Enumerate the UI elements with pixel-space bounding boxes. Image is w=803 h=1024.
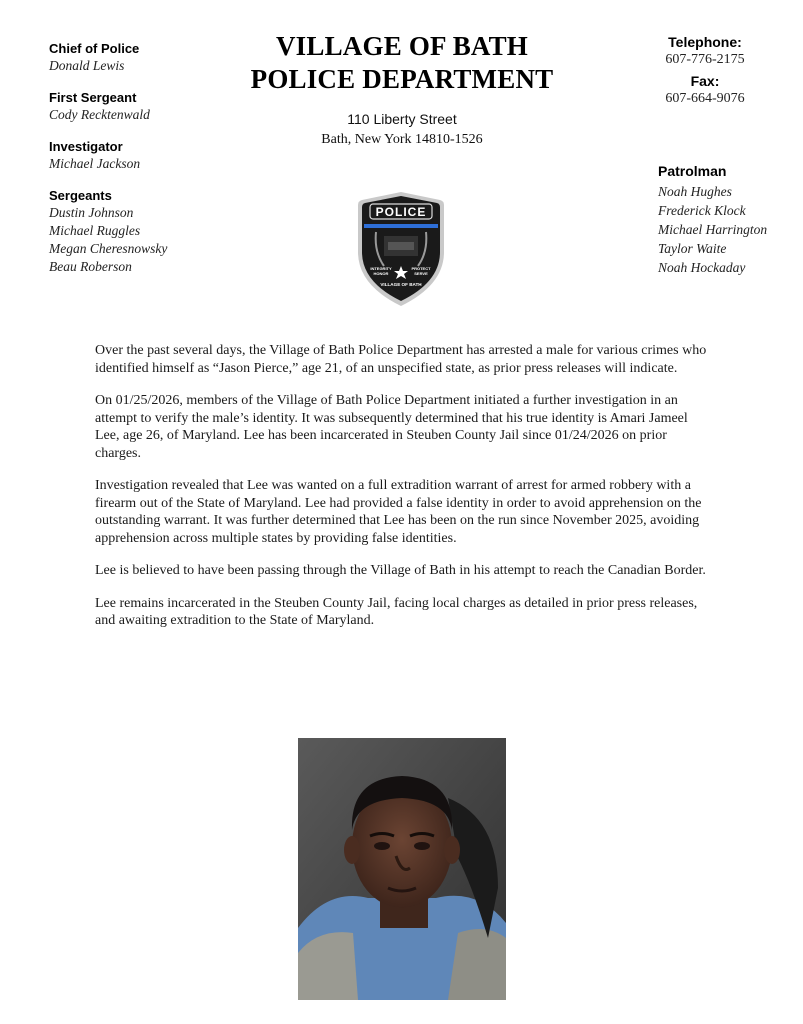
department-title-line-1: VILLAGE OF BATH (275, 31, 529, 61)
city-address: Bath, New York 14810-1526 (321, 132, 483, 147)
badge-bottom-text: VILLAGE OF BATH (380, 282, 422, 287)
street-address: 110 Liberty Street (347, 111, 457, 127)
patrol-name: Taylor Waite (658, 241, 727, 256)
police-badge-icon (354, 190, 448, 308)
patrol-list (658, 162, 798, 277)
mugshot-photo (298, 738, 506, 1000)
patrol-name: Noah Hughes (658, 184, 732, 199)
staff-name: Beau Roberson (49, 259, 132, 274)
patrol-name: Noah Hockaday (658, 260, 746, 275)
patrol-name: Michael Harrington (658, 222, 768, 237)
badge-left-motto-2: HONOR (373, 271, 389, 276)
patrol-name: Frederick Klock (658, 203, 746, 218)
staff-name: Donald Lewis (49, 58, 125, 73)
police-badge-logo (354, 190, 448, 308)
staff-group-investigator (49, 138, 239, 173)
staff-group-chief (49, 40, 239, 75)
staff-name: Michael Jackson (49, 156, 141, 171)
body-paragraph: Investigation revealed that Lee was wanted on a full extradition warrant of arrest for armed robbery with a firearm out of the State of Maryland. Lee had provided a false identity in order to avoid apprehension on the outstanding warrant. It was further determined that Lee has been on the run since November 2025, avoiding apprehension across multiple states by providing false identities. (95, 478, 702, 546)
patrol-label: Patrolman (658, 163, 727, 179)
staff-name: Cody Recktenwald (49, 107, 150, 122)
badge-left-motto-1: INTEGRITY (370, 266, 392, 271)
body-paragraph: Lee remains incarcerated in the Steuben County Jail, facing local charges as detailed in prior press releases, and awaiting extradition to the State of Maryland. (95, 595, 698, 628)
staff-group-first-sergeant (49, 89, 239, 124)
body-paragraph: On 01/25/2026, members of the Village of Bath Police Department initiated a further investigation in an attempt to verify the male’s identity. It was subsequently determined that his true identity is Amari Jameel Lee, age 26, of Maryland. Lee has been incarcerated in Steuben County Jail since 01/24/2026 on prior charges. (95, 393, 688, 461)
staff-group-sergeants (49, 187, 239, 276)
telephone-label: Telephone: (668, 34, 742, 50)
staff-list (49, 40, 239, 290)
staff-name: Megan Cheresnowsky (49, 241, 168, 256)
body-paragraph: Over the past several days, the Village of Bath Police Department has arrested a male for various crimes who identified himself as “Jason Pierce,” age 21, of an unspecified state, as prior press releases will indicate. (95, 343, 707, 376)
contact-info (640, 33, 770, 111)
department-title-line-2: POLICE DEPARTMENT (250, 64, 554, 94)
badge-right-motto-1: PROTECT (411, 266, 431, 271)
staff-role: Sergeants (49, 188, 112, 203)
badge-right-motto-2: SERVE (414, 271, 428, 276)
fax-label: Fax: (690, 73, 720, 89)
staff-role: Chief of Police (49, 41, 140, 56)
staff-name: Dustin Johnson (49, 205, 134, 220)
fax-number: 607-664-9076 (665, 91, 745, 106)
person-portrait-icon (298, 738, 506, 1000)
badge-top-text: POLICE (375, 205, 427, 219)
staff-name: Michael Ruggles (49, 223, 141, 238)
press-release-body (95, 342, 710, 645)
staff-role: Investigator (49, 139, 123, 154)
letterhead (232, 30, 572, 149)
staff-role: First Sergeant (49, 90, 137, 105)
body-paragraph: Lee is believed to have been passing through the Village of Bath in his attempt to reach the Canadian Border. (95, 563, 706, 578)
telephone-number: 607-776-2175 (665, 52, 745, 67)
